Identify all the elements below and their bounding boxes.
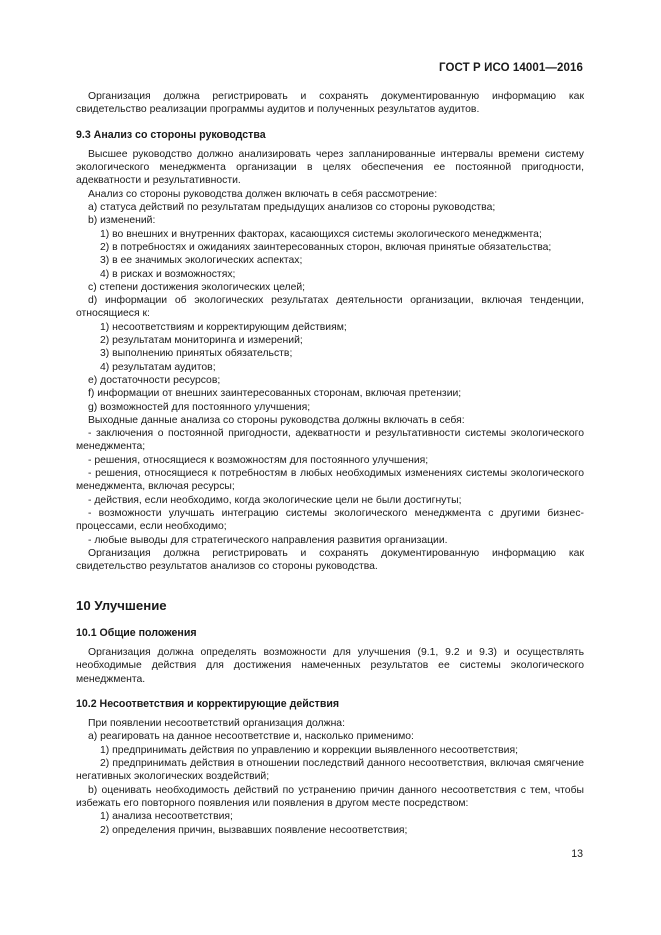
s93-paragraph-4: Организация должна регистрировать и сохранять документированную информацию как свидетельство результатов анализов со стороны руководства. [76,547,584,573]
s93-b-sub-item: 2) в потребностях и ожиданиях заинтересованных сторон, включая принятые обязательства; [100,241,552,253]
s102-b-sub-item: 1) анализа несоответствия; [100,811,233,823]
s102-paragraph-1: При появлении несоответствий организация должна: [88,718,345,730]
section-10-2-title: 10.2 Несоответствия и корректирующие действия [76,697,340,710]
s93-output-item: - любые выводы для стратегического направления развития организации. [88,534,448,546]
s93-item-f: f) информации от внешних заинтересованных сторонам, включая претензии; [88,388,462,400]
s93-item-c: с) степени достижения экологических целей; [88,281,306,293]
s101-paragraph-1: Организация должна определять возможности для улучшения (9.1, 9.2 и 9.3) и осуществлять необходимые действия для достижения намеченных результатов ее системы экологического менеджмента. [76,646,584,685]
s93-item-a: а) статуса действий по результатам предыдущих анализов со стороны руководства; [88,202,496,214]
s93-item-d: d) информации об экологических результатах деятельности организации, включая тенденции, относящиеся к: [76,295,584,320]
s93-output-item: - решения, относящиеся к потребностям в любых необходимых изменениях системы экологического менеджмента, включая ресурсы; [76,468,584,493]
s93-paragraph-2: Анализ со стороны руководства должен включать в себя рассмотрение: [88,188,438,200]
s93-output-item: - заключения о постоянной пригодности, адекватности и результативности системы экологического менеджмента; [76,428,584,453]
s93-item-b: b) изменений: [88,215,156,227]
s102-item-b: b) оценивать необходимость действий по устранению причин данного несоответствия с тем, чтобы избежать его повторного появления или появления в другом месте посредством: [76,784,584,809]
s102-a-sub-item: 1) предпринимать действия по управлению и коррекции выявленного несоответствия; [100,744,518,756]
s93-paragraph-1: Высшее руководство должно анализировать через запланированные интервалы времени систему экологического менеджмента организации в целях обеспечения ее постоянной пригодности, адекватности и результативности. [76,148,584,187]
document-body [76,90,584,837]
s93-item-g: g) возможностей для постоянного улучшения; [88,401,311,413]
s93-b-sub-item: 1) во внешних и внутренних факторах, касающихся системы экологического менеджмента; [100,228,542,240]
s93-b-sub-item: 3) в ее значимых экологических аспектах; [100,255,303,267]
document-header: ГОСТ Р ИСО 14001—2016 [438,62,583,74]
s102-a-sub-item: 2) предпринимать действия в отношении последствий данного несоответствия, включая смягчение негативных экологических воздействий; [76,758,584,783]
section-9-3-title: 9.3 Анализ со стороны руководства [76,128,266,141]
intro-paragraph: Организация должна регистрировать и сохранять документированную информацию как свидетельство реализации программы аудитов и полученных результатов аудитов. [76,91,584,116]
s93-output-item: - действия, если необходимо, когда экологические цели не были достигнуты; [88,494,462,506]
page-number: 13 [571,848,583,860]
s93-d-sub-item: 1) несоответствиям и корректирующим действиям; [100,321,347,333]
s93-b-sub-item: 4) в рисках и возможностях; [100,268,236,280]
s93-paragraph-3: Выходные данные анализа со стороны руководства должны включать в себя: [88,414,465,426]
s93-output-item: - решения, относящиеся к возможностям для постоянного улучшения; [88,454,429,466]
s93-item-e: е) достаточности ресурсов; [88,374,221,386]
s93-d-sub-item: 3) выполнению принятых обязательств; [100,348,293,360]
s102-item-a: а) реагировать на данное несоответствие и, насколько применимо: [88,731,414,743]
s93-d-sub-item: 2) результатам мониторинга и измерений; [100,335,303,347]
section-10-1-title: 10.1 Общие положения [76,626,197,639]
s93-d-sub-item: 4) результатам аудитов; [100,361,216,373]
s102-b-sub-item: 2) определения причин, вызвавших появление несоответствия; [100,824,408,836]
s93-output-item: - возможности улучшать интеграцию системы экологического менеджмента с другими бизнес-процессами, если необходимо; [76,507,584,533]
section-10-title: 10 Улучшение [76,598,167,614]
